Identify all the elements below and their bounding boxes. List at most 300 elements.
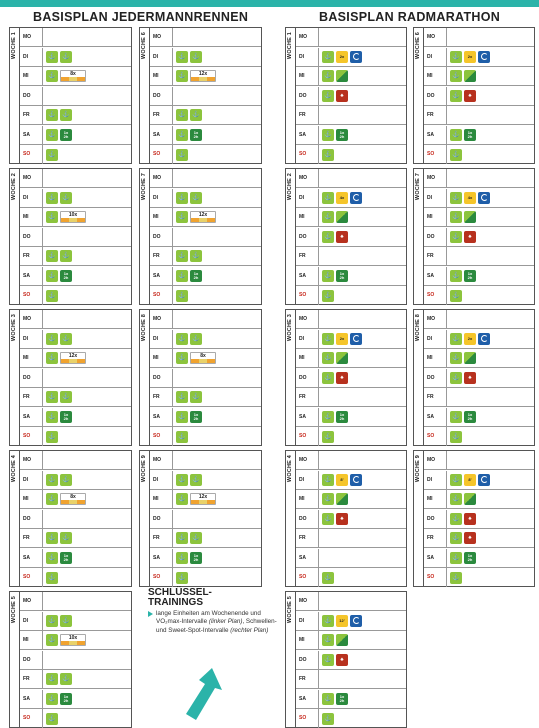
day-cells <box>446 267 534 285</box>
rider-icon: ⚓ <box>322 693 334 705</box>
day-row <box>20 267 131 286</box>
day-row <box>424 549 534 568</box>
day-cells <box>318 670 406 688</box>
recovery-icon: ⚓ <box>46 431 58 443</box>
day-label: DI <box>299 617 304 624</box>
day-row <box>20 612 131 631</box>
day-label: SA <box>23 413 30 420</box>
long-ride-icon <box>60 270 72 282</box>
day-cells <box>42 126 131 144</box>
rider-icon: ⚓ <box>450 333 462 345</box>
day-row <box>150 106 261 125</box>
day-label: FR <box>427 394 434 400</box>
day-label: SA <box>23 131 30 138</box>
day-label: MI <box>23 355 29 361</box>
day-cells <box>318 592 406 610</box>
rider-icon: ⚓ <box>322 51 334 63</box>
long-ride-icon <box>336 411 348 423</box>
long-ride-count: 1x <box>193 129 199 135</box>
day-label: FR <box>23 253 30 259</box>
day-cells <box>446 369 534 387</box>
day-cells <box>318 631 406 649</box>
rider-icon: ⚓ <box>450 552 462 564</box>
week-label <box>286 451 296 586</box>
long-ride-count: 1x <box>467 270 473 276</box>
day-label: SA <box>299 695 306 702</box>
long-ride-duration: 2h <box>339 133 345 139</box>
day-label: DI <box>23 335 28 342</box>
week-block <box>9 309 132 446</box>
day-cells <box>42 67 131 85</box>
week-block <box>9 450 132 587</box>
interval-block <box>60 634 86 646</box>
long-ride-count: 1x <box>339 129 345 135</box>
rider-icon: ⚓ <box>450 231 462 243</box>
day-row <box>150 427 261 446</box>
day-cells <box>172 310 261 328</box>
day-cells <box>42 549 131 567</box>
day-row <box>150 510 261 529</box>
rider-alt-icon: ⚓ <box>60 333 72 345</box>
week-label-text: WOCHE 4 <box>287 455 293 483</box>
rider-icon: ⚓ <box>46 333 58 345</box>
day-row <box>296 670 406 689</box>
day-row <box>150 471 261 490</box>
day-cells <box>446 529 534 547</box>
day-cells <box>172 267 261 285</box>
rider-icon: ⚓ <box>450 411 462 423</box>
day-cells <box>446 568 534 587</box>
long-ride-icon <box>190 411 202 423</box>
day-label: DI <box>153 53 158 60</box>
week-block <box>9 168 132 305</box>
day-label: SA <box>153 131 160 138</box>
day-row <box>20 145 131 164</box>
day-row <box>296 106 406 125</box>
recovery-icon: ⚓ <box>176 290 188 302</box>
day-cells <box>446 106 534 124</box>
sweetspot-icon <box>464 211 476 223</box>
long-ride-count: 1x <box>467 411 473 417</box>
week-label-text: WOCHE 6 <box>141 32 147 60</box>
week-block <box>139 309 262 446</box>
day-row <box>296 330 406 349</box>
day-row <box>424 408 534 427</box>
week-label <box>10 592 20 727</box>
day-cells <box>318 490 406 508</box>
rider-icon: ⚓ <box>46 391 58 403</box>
day-row <box>296 126 406 145</box>
week-label <box>140 169 150 304</box>
day-row <box>296 549 406 568</box>
long-ride-icon <box>60 411 72 423</box>
rider-icon: ⚓ <box>46 109 58 121</box>
interval-bar <box>191 500 215 504</box>
day-cells <box>318 145 406 164</box>
day-label: SA <box>427 272 434 279</box>
day-row <box>150 208 261 227</box>
day-row <box>150 369 261 388</box>
long-ride-icon <box>190 129 202 141</box>
interval-bar <box>191 359 215 363</box>
day-label: SA <box>427 413 434 420</box>
day-cells <box>42 388 131 406</box>
rider-alt-icon: ⚓ <box>190 109 202 121</box>
day-cells <box>446 169 534 187</box>
week-label <box>10 169 20 304</box>
rider-icon: ⚓ <box>46 693 58 705</box>
week-block <box>139 450 262 587</box>
day-cells <box>446 286 534 305</box>
rider-icon: ⚓ <box>322 270 334 282</box>
strength-icon: ♠ <box>336 90 348 102</box>
day-cells <box>318 330 406 348</box>
day-label: SO <box>427 292 435 298</box>
day-label: SO <box>23 151 31 157</box>
rider-icon: ⚓ <box>46 51 58 63</box>
day-cells <box>446 28 534 46</box>
day-label: DO <box>427 515 435 522</box>
legend-title: SCHLÜSSEL- TRAININGS <box>148 587 212 608</box>
day-label: SO <box>153 574 161 580</box>
day-row <box>296 388 406 407</box>
day-row <box>150 126 261 145</box>
rider-icon: ⚓ <box>176 129 188 141</box>
day-cells <box>42 106 131 124</box>
rider-icon: ⚓ <box>450 493 462 505</box>
rider-icon: ⚓ <box>176 474 188 486</box>
long-ride-duration: 2h <box>193 415 199 421</box>
day-label: MO <box>299 175 308 181</box>
interval-count: 8x <box>200 353 206 360</box>
long-ride-count: 1x <box>63 129 69 135</box>
recovery-icon: ⚓ <box>176 572 188 584</box>
long-ride-duration: 2h <box>339 415 345 421</box>
day-label: SO <box>299 433 307 439</box>
day-label: MI <box>23 214 29 220</box>
long-ride-icon <box>60 693 72 705</box>
day-cells <box>172 67 261 85</box>
day-cells <box>318 228 406 246</box>
day-cells <box>42 510 131 528</box>
day-row <box>296 510 406 529</box>
day-label: DO <box>23 92 31 99</box>
sweetspot-icon <box>336 352 348 364</box>
day-row <box>424 145 534 164</box>
day-row <box>424 247 534 266</box>
day-cells <box>318 126 406 144</box>
week-label-text: WOCHE 7 <box>415 173 421 201</box>
day-label: SA <box>299 413 306 420</box>
rotation-icon <box>478 474 490 486</box>
rider-icon: ⚓ <box>322 231 334 243</box>
rider-icon: ⚓ <box>46 250 58 262</box>
day-label: FR <box>299 112 306 118</box>
interval-count: 8x <box>70 71 76 78</box>
day-label: SO <box>153 433 161 439</box>
rotation-glyph <box>481 335 488 342</box>
rider-alt-icon: ⚓ <box>60 532 72 544</box>
day-cells <box>318 388 406 406</box>
strength-icon: ♠ <box>336 654 348 666</box>
day-cells <box>446 349 534 367</box>
day-row <box>296 67 406 86</box>
day-row <box>150 549 261 568</box>
day-cells <box>318 709 406 728</box>
day-label: MO <box>23 34 32 40</box>
day-row <box>20 568 131 587</box>
day-row <box>150 87 261 106</box>
long-ride-count: 1x <box>63 552 69 558</box>
day-label: SA <box>153 554 160 561</box>
rotation-glyph <box>481 53 488 60</box>
day-label: DO <box>299 515 307 522</box>
long-ride-duration: 2h <box>63 274 69 280</box>
day-cells <box>318 67 406 85</box>
day-cells <box>318 690 406 708</box>
day-label: DO <box>299 233 307 240</box>
day-cells <box>172 28 261 46</box>
day-cells <box>446 87 534 105</box>
day-cells <box>172 471 261 489</box>
day-row <box>424 369 534 388</box>
day-label: MO <box>23 316 32 322</box>
day-label: MO <box>153 34 162 40</box>
day-label: DO <box>23 374 31 381</box>
day-cells <box>172 145 261 164</box>
day-label: FR <box>299 676 306 682</box>
left-plan-title: BASISPLAN JEDERMANNRENNEN <box>33 10 249 24</box>
strength-icon: ♠ <box>464 231 476 243</box>
day-row <box>20 690 131 709</box>
interval-count: 8x <box>70 494 76 501</box>
day-cells <box>446 126 534 144</box>
rider-icon: ⚓ <box>322 654 334 666</box>
day-label: MI <box>299 355 305 361</box>
day-row <box>20 87 131 106</box>
threshold-icon: 2x <box>336 333 348 345</box>
day-label: SO <box>23 574 31 580</box>
recovery-icon: ⚓ <box>450 149 462 161</box>
sweetspot-icon <box>336 493 348 505</box>
interval-count: 12x <box>68 353 78 360</box>
week-label-text: WOCHE 8 <box>415 314 421 342</box>
day-label: DO <box>299 656 307 663</box>
day-cells <box>172 388 261 406</box>
rider-icon: ⚓ <box>322 411 334 423</box>
day-cells <box>42 28 131 46</box>
recovery-icon: ⚓ <box>322 149 334 161</box>
day-cells <box>42 709 131 728</box>
day-row <box>296 310 406 329</box>
long-ride-icon <box>190 270 202 282</box>
day-row <box>20 286 131 305</box>
long-ride-duration: 2h <box>467 274 473 280</box>
week-label-text: WOCHE 2 <box>287 173 293 201</box>
recovery-icon: ⚓ <box>46 713 58 725</box>
day-row <box>296 369 406 388</box>
interval-count: 12x <box>198 494 208 501</box>
day-label: DI <box>299 194 304 201</box>
interval-block <box>60 70 86 82</box>
day-label: SO <box>299 715 307 721</box>
day-label: DO <box>153 515 161 522</box>
rider-icon: ⚓ <box>176 70 188 82</box>
day-cells <box>42 310 131 328</box>
long-ride-duration: 2h <box>63 697 69 703</box>
week-label <box>286 592 296 727</box>
rotation-icon <box>350 474 362 486</box>
day-label: MI <box>23 73 29 79</box>
week-block <box>413 27 535 164</box>
day-label: SA <box>153 413 160 420</box>
day-label: MO <box>299 598 308 604</box>
day-row <box>150 189 261 208</box>
threshold-icon: 8' <box>336 474 348 486</box>
sweetspot-icon <box>464 352 476 364</box>
long-ride-duration: 2h <box>63 133 69 139</box>
day-cells <box>172 490 261 508</box>
rotation-icon <box>350 333 362 345</box>
day-row <box>424 427 534 446</box>
rider-icon: ⚓ <box>46 634 58 646</box>
long-ride-count: 1x <box>63 411 69 417</box>
sweetspot-icon <box>336 211 348 223</box>
day-label: SO <box>427 151 435 157</box>
rider-icon: ⚓ <box>450 70 462 82</box>
interval-count: 10x <box>68 212 78 219</box>
rider-alt-icon: ⚓ <box>190 51 202 63</box>
day-row <box>424 228 534 247</box>
day-cells <box>172 286 261 305</box>
day-row <box>20 427 131 446</box>
day-cells <box>318 189 406 207</box>
day-label: SO <box>153 292 161 298</box>
day-row <box>150 388 261 407</box>
day-cells <box>42 48 131 66</box>
week-label <box>10 451 20 586</box>
day-label: DI <box>23 194 28 201</box>
day-cells <box>446 471 534 489</box>
rider-alt-icon: ⚓ <box>60 673 72 685</box>
day-row <box>424 310 534 329</box>
week-block <box>139 27 262 164</box>
day-label: MI <box>299 496 305 502</box>
day-cells <box>42 247 131 265</box>
day-cells <box>318 529 406 547</box>
day-label: SO <box>153 151 161 157</box>
day-cells <box>172 369 261 387</box>
day-label: DI <box>153 476 158 483</box>
rider-alt-icon: ⚓ <box>60 250 72 262</box>
day-label: DO <box>23 515 31 522</box>
day-row <box>20 189 131 208</box>
day-row <box>424 349 534 368</box>
rider-alt-icon: ⚓ <box>60 192 72 204</box>
day-label: SO <box>299 574 307 580</box>
day-row <box>20 631 131 650</box>
day-cells <box>172 247 261 265</box>
day-label: DI <box>427 335 432 342</box>
day-label: SO <box>427 433 435 439</box>
day-cells <box>172 349 261 367</box>
day-label: MO <box>23 598 32 604</box>
day-row <box>150 247 261 266</box>
day-cells <box>42 568 131 587</box>
rotation-glyph <box>353 194 360 201</box>
week-label <box>140 310 150 445</box>
long-ride-count: 1x <box>467 552 473 558</box>
long-ride-icon <box>464 129 476 141</box>
day-cells <box>318 48 406 66</box>
day-row <box>424 510 534 529</box>
week-label <box>414 28 424 163</box>
week-label <box>414 451 424 586</box>
rider-icon: ⚓ <box>322 352 334 364</box>
day-row <box>296 651 406 670</box>
day-cells <box>446 427 534 446</box>
day-label: MI <box>427 73 433 79</box>
day-label: MI <box>153 496 159 502</box>
day-label: SO <box>23 292 31 298</box>
day-cells <box>172 228 261 246</box>
day-cells <box>42 267 131 285</box>
rider-icon: ⚓ <box>322 513 334 525</box>
long-ride-count: 1x <box>467 129 473 135</box>
week-label <box>10 310 20 445</box>
recovery-icon: ⚓ <box>450 431 462 443</box>
day-cells <box>318 568 406 587</box>
week-block <box>285 168 407 305</box>
day-row <box>150 408 261 427</box>
day-cells <box>446 48 534 66</box>
day-row <box>296 28 406 47</box>
day-row <box>296 631 406 650</box>
day-row <box>20 471 131 490</box>
interval-count: 12x <box>198 71 208 78</box>
day-label: SO <box>23 715 31 721</box>
rider-icon: ⚓ <box>46 552 58 564</box>
rider-icon: ⚓ <box>46 70 58 82</box>
arrow-up-icon <box>182 668 222 720</box>
day-cells <box>446 549 534 567</box>
day-label: MO <box>299 316 308 322</box>
rider-icon: ⚓ <box>322 192 334 204</box>
day-label: MI <box>299 73 305 79</box>
day-row <box>20 510 131 529</box>
week-block <box>285 309 407 446</box>
day-row <box>296 408 406 427</box>
rotation-glyph <box>481 476 488 483</box>
day-cells <box>172 87 261 105</box>
day-label: DO <box>23 233 31 240</box>
rider-alt-icon: ⚓ <box>60 615 72 627</box>
day-row <box>296 471 406 490</box>
rider-icon: ⚓ <box>176 109 188 121</box>
day-row <box>20 592 131 611</box>
rider-alt-icon: ⚓ <box>190 192 202 204</box>
strength-icon: ♠ <box>464 532 476 544</box>
day-label: MI <box>427 214 433 220</box>
rider-icon: ⚓ <box>322 493 334 505</box>
day-label: MO <box>153 316 162 322</box>
day-row <box>424 490 534 509</box>
day-cells <box>172 427 261 446</box>
day-row <box>20 208 131 227</box>
recovery-icon: ⚓ <box>450 290 462 302</box>
day-row <box>150 451 261 470</box>
day-row <box>20 106 131 125</box>
